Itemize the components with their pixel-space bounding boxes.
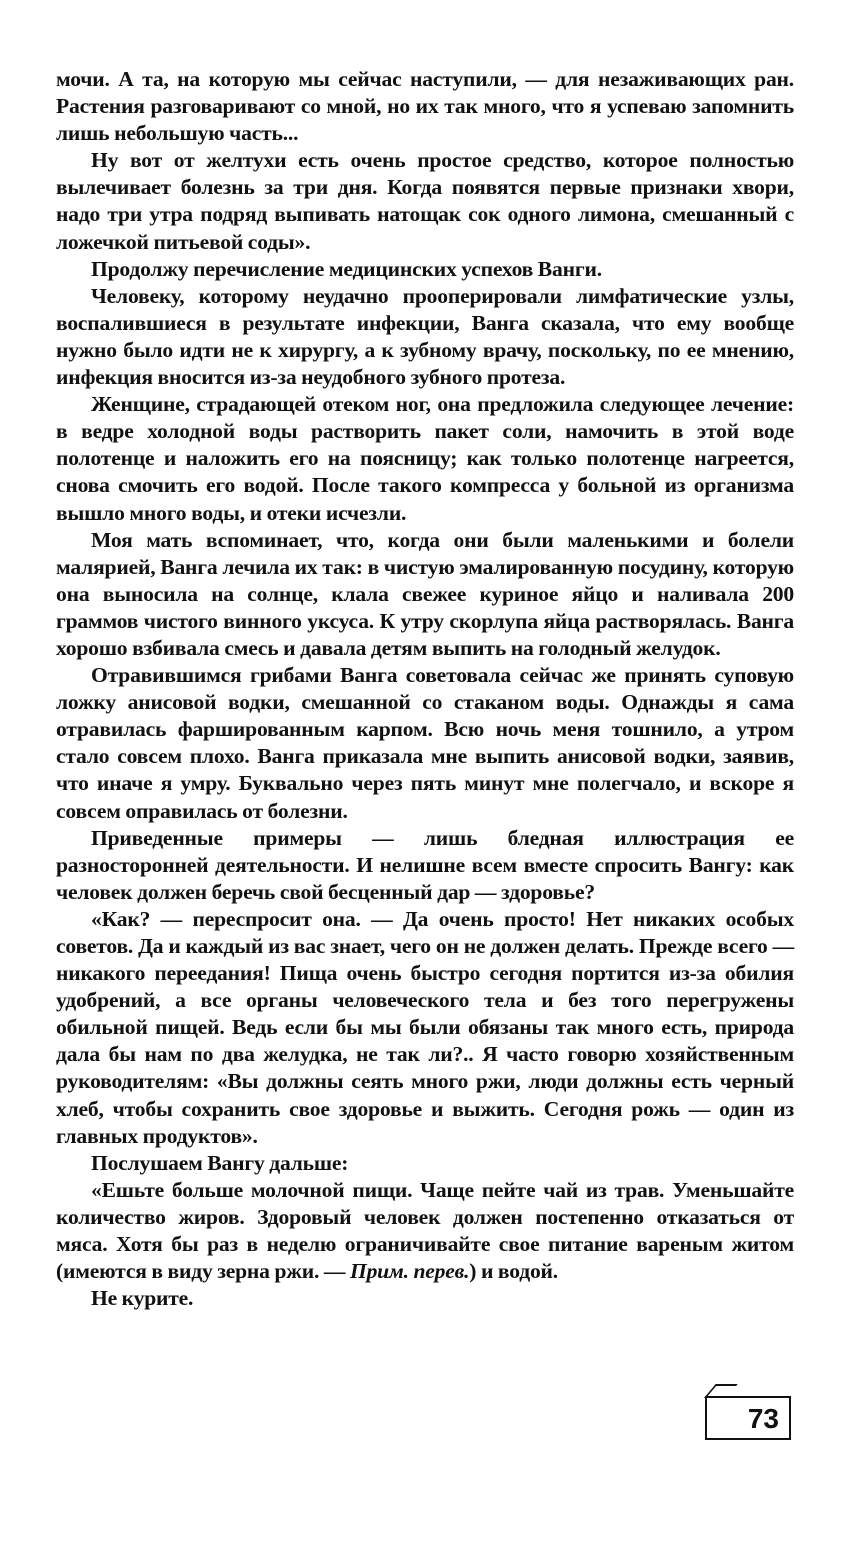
body-text bbox=[56, 66, 794, 1312]
paragraph-11-text-start: «Ешьте больше молочной пищи. Чаще пейте чай из трав. Уменьшайте количество жиров. Здоровый человек должен постепенно отказаться от мяса. Хотя бы раз в неделю ограничивайте свое питание вареным житом (имеются в виду зерна ржи. — bbox=[56, 1177, 794, 1284]
paragraph-10: Послушаем Вангу дальше: bbox=[91, 1150, 349, 1175]
paragraph-1: мочи. А та, на которую мы сейчас наступили, — для незаживающих ран. Растения разговаривают со мной, но их так много, что я успеваю запомнить лишь небольшую часть... bbox=[56, 67, 794, 146]
paragraph-2: Ну вот от желтухи есть очень простое средство, которое полностью вылечивает болезнь за три дня. Когда появятся первые признаки хвори, надо три утра подряд выпивать натощак сок одного лимона, смешанный с ложечкой питьевой соды». bbox=[56, 148, 794, 254]
paragraph-3: Продолжу перечисление медицинских успехов Ванги. bbox=[91, 256, 602, 281]
paragraph-11-text-end: ) и водой. bbox=[469, 1259, 558, 1284]
paragraph-4: Человеку, которому неудачно прооперировали лимфатические узлы, воспалившиеся в результате инфекции, Ванга сказала, что ему вообще нужно было идти не к хирургу, а к зубному врачу, поскольку, по ее мнению, инфекция вносится из-за неудобного зубного протеза. bbox=[56, 283, 794, 390]
page-body bbox=[56, 66, 794, 1312]
paragraph-7: Отравившимся грибами Ванга советовала сейчас же принять суповую ложку анисовой водки, смешанной со стаканом воды. Однажды я сама отравилась фаршированным карпом. Всю ночь меня тошнило, а утром стало совсем плохо. Ванга приказала мне выпить анисовой водки, заявив, что иначе я умру. Буквально через пять минут мне полегчало, и вскоре я совсем оправилась от болезни. bbox=[56, 663, 794, 823]
paragraph-11 bbox=[56, 1177, 794, 1285]
page-number: 73 bbox=[747, 1403, 779, 1434]
paragraph-8: Приведенные примеры — лишь бледная иллюстрация ее разносторонней деятельности. И нелишне всем вместе спросить Вангу: как человек должен беречь свой бесценный дар — здоровье? bbox=[56, 825, 794, 904]
translator-note: Прим. перев. bbox=[349, 1259, 470, 1284]
page-number-corner bbox=[704, 1384, 738, 1398]
page-number-box bbox=[705, 1396, 791, 1440]
paragraph-12: Не курите. bbox=[91, 1286, 194, 1311]
paragraph-6: Моя мать вспоминает, что, когда они были маленькими и болели малярией, Ванга лечила их так: в чистую эмалированную посудину, которую она выносила на солнце, клала свежее куриное яйцо и наливала 200 граммов чистого винного уксуса. К утру скорлупа яйца растворялась. Ванга хорошо взбивала смесь и давала детям выпить на голодный желудок. bbox=[56, 527, 794, 660]
paragraph-5: Женщине, страдающей отеком ног, она предложила следующее лечение: в ведре холодной воды растворить пакет соли, намочить в этой воде полотенце и наложить его на поясницу; как только полотенце нагреется, снова смочить его водой. После такого компресса у больной из организма вышло много воды, и отеки исчезли. bbox=[56, 392, 794, 525]
paragraph-9: «Как? — переспросит она. — Да очень просто! Нет никаких особых советов. Да и каждый из вас знает, чего он не должен делать. Прежде всего — никакого переедания! Пища очень быстро сегодня портится из-за обилия удобрений, а все органы человеческого тела и без того перегружены обильной пищей. Ведь если бы мы были обязаны так много есть, природа дала бы нам по два желудка, не так ли?.. Я часто говорю хозяйственным руководителям: «Вы должны сеять много ржи, люди должны есть черный хлеб, чтобы сохранить свое здоровье и выжить. Сегодня рожь — один из главных продуктов». bbox=[56, 906, 794, 1148]
